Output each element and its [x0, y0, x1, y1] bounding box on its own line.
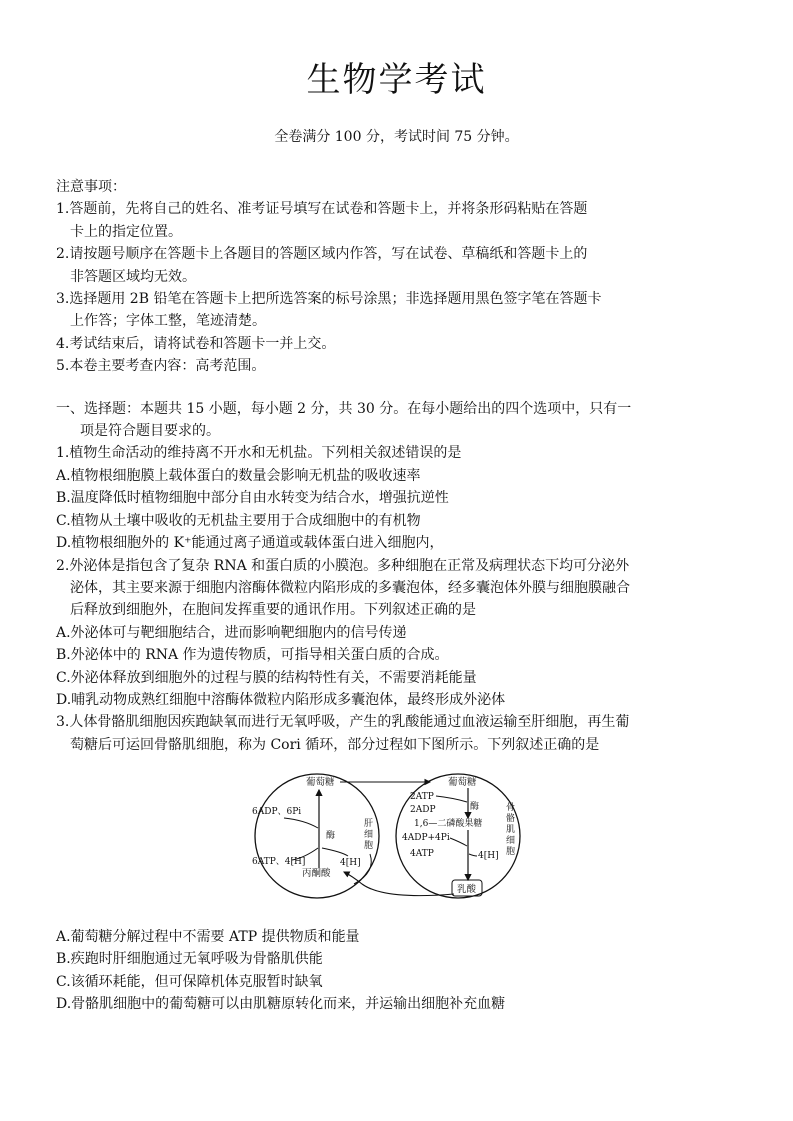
question-1-option-a: A.植物根细胞膜上载体蛋白的数量会影响无机盐的吸收速率	[56, 467, 421, 484]
question-2-option-c: C.外泌体释放到细胞外的过程与膜的结构特性有关，不需要消耗能量	[56, 669, 477, 686]
cori-cycle-diagram	[244, 772, 530, 900]
question-3-stem: 3.人体骨骼肌细胞因疾跑缺氧而进行无氧呼吸，产生的乳酸能通过血液运输至肝细胞，再生葡	[56, 714, 630, 731]
muscle-atp2-label: 2ATP	[410, 792, 434, 802]
notice-item-2: 2.请按题号顺序在答题卡上各题目的答题区域内作答，写在试卷、草稿纸和答题卡上的	[56, 246, 588, 263]
muscle-h-arrow	[469, 854, 477, 856]
notice-item-5: 5.本卷主要考查内容：高考范围。	[56, 358, 266, 375]
liver-h-arrow	[322, 848, 348, 856]
exam-info: 全卷满分 100 分，考试时间 75 分钟。	[274, 129, 519, 145]
muscle-atp4-label: 4ATP	[410, 849, 434, 859]
question-1-option-d: D.植物根细胞外的 K⁺能通过离子通道或载体蛋白进入细胞内，	[56, 535, 444, 552]
question-2-option-a: A.外泌体可与靶细胞结合，进而影响靶细胞内的信号传递	[56, 624, 407, 641]
question-1-stem: 1.植物生命活动的维持离不开水和无机盐。下列相关叙述错误的是	[56, 445, 462, 462]
section-heading: 一、选择题：本题共 15 小题，每小题 2 分，共 30 分。在每小题给出的四个选项中，只有一	[56, 400, 632, 417]
question-3-option-b: B.疾跑时肝细胞通过无氧呼吸为骨骼肌供能	[56, 951, 323, 968]
muscle-lactate-label: 乳酸	[457, 884, 477, 895]
liver-atp-label: 6ATP、4[H]	[252, 857, 306, 867]
question-3-stem-cont: 萄糖后可运回骨骼肌细胞，称为 Cori 循环，部分过程如下图所示。下列叙述正确的是	[70, 736, 600, 753]
page-title: 生物学考试	[306, 60, 487, 100]
muscle-adp4-arrow	[450, 838, 467, 846]
muscle-fbp-label: 1,6—二磷酸果糖	[414, 819, 483, 829]
liver-adp-arrow	[284, 818, 318, 828]
muscle-h-label: 4[H]	[478, 851, 499, 861]
liver-glucose-label: 葡萄糖	[306, 777, 335, 788]
question-3-options	[56, 926, 746, 1016]
muscle-glucose-label: 葡萄糖	[448, 777, 477, 788]
notice-item-1: 1.答题前，先将自己的姓名、准考证号填写在试卷和答题卡上，并将条形码粘贴在答题	[56, 201, 588, 218]
exam-body	[56, 176, 746, 756]
muscle-enzyme-label: 酶	[470, 802, 480, 812]
question-2-option-b: B.外泌体中的 RNA 作为遗传物质，可指导相关蛋白质的合成。	[56, 647, 449, 664]
question-1-option-b: B.温度降低时植物细胞中部分自由水转变为结合水，增强抗逆性	[56, 490, 449, 507]
question-2-stem-cont-1: 泌体，其主要来源于细胞内溶酶体微粒内陷形成的多囊泡体，经多囊泡体外膜与细胞膜融合	[70, 579, 630, 596]
question-2-option-d: D.哺乳动物成熟红细胞中溶酶体微粒内陷形成多囊泡体，最终形成外泌体	[56, 691, 506, 708]
cori-cycle-svg	[244, 772, 530, 900]
muscle-adp4-label: 4ADP+4Pi	[402, 833, 450, 843]
question-1-option-c: C.植物从土壤中吸收的无机盐主要用于合成细胞中的有机物	[56, 512, 421, 529]
liver-adp-label: 6ADP、6Pi	[252, 807, 302, 817]
question-3-option-d: D.骨骼肌细胞中的葡萄糖可以由肌糖原转化而来，并运输出细胞补充血糖	[56, 996, 506, 1013]
notice-item-3: 3.选择题用 2B 铅笔在答题卡上把所选答案的标号涂黑；非选择题用黑色签字笔在答题卡	[56, 291, 602, 308]
muscle-adp2-label: 2ADP	[410, 805, 436, 815]
liver-h-label: 4[H]	[340, 858, 361, 868]
notice-heading: 注意事项：	[56, 179, 126, 195]
notice-item-3-cont: 上作答；字体工整，笔迹清楚。	[70, 313, 266, 330]
section-heading-cont: 项是符合题目要求的。	[80, 423, 220, 440]
question-3-option-a: A.葡萄糖分解过程中不需要 ATP 提供物质和能量	[56, 929, 360, 945]
muscle-cell-label: 骨骼肌细胞	[506, 803, 516, 857]
liver-pyruvate-label: 丙酮酸	[302, 868, 331, 879]
question-3-option-c: C.该循环耗能，但可保障机体克服暂时缺氧	[56, 973, 323, 990]
lactate-to-pyruvate-arrow	[344, 872, 454, 896]
question-2-stem: 2.外泌体是指包含了复杂 RNA 和蛋白质的小膜泡。多种细胞在正常及病理状态下均可分泌外	[56, 557, 630, 574]
liver-cell-label: 肝细胞	[364, 819, 374, 851]
muscle-atp2-arrow	[436, 796, 467, 802]
notice-item-2-cont: 非答题区域均无效。	[70, 268, 196, 285]
notice-item-4: 4.考试结束后，请将试卷和答题卡一并上交。	[56, 335, 336, 352]
notice-item-1-cont: 卡上的指定位置。	[70, 223, 182, 240]
question-2-stem-cont-2: 后释放到细胞外，在胞间发挥重要的通讯作用。下列叙述正确的是	[70, 602, 476, 619]
liver-enzyme-label: 酶	[326, 831, 336, 841]
